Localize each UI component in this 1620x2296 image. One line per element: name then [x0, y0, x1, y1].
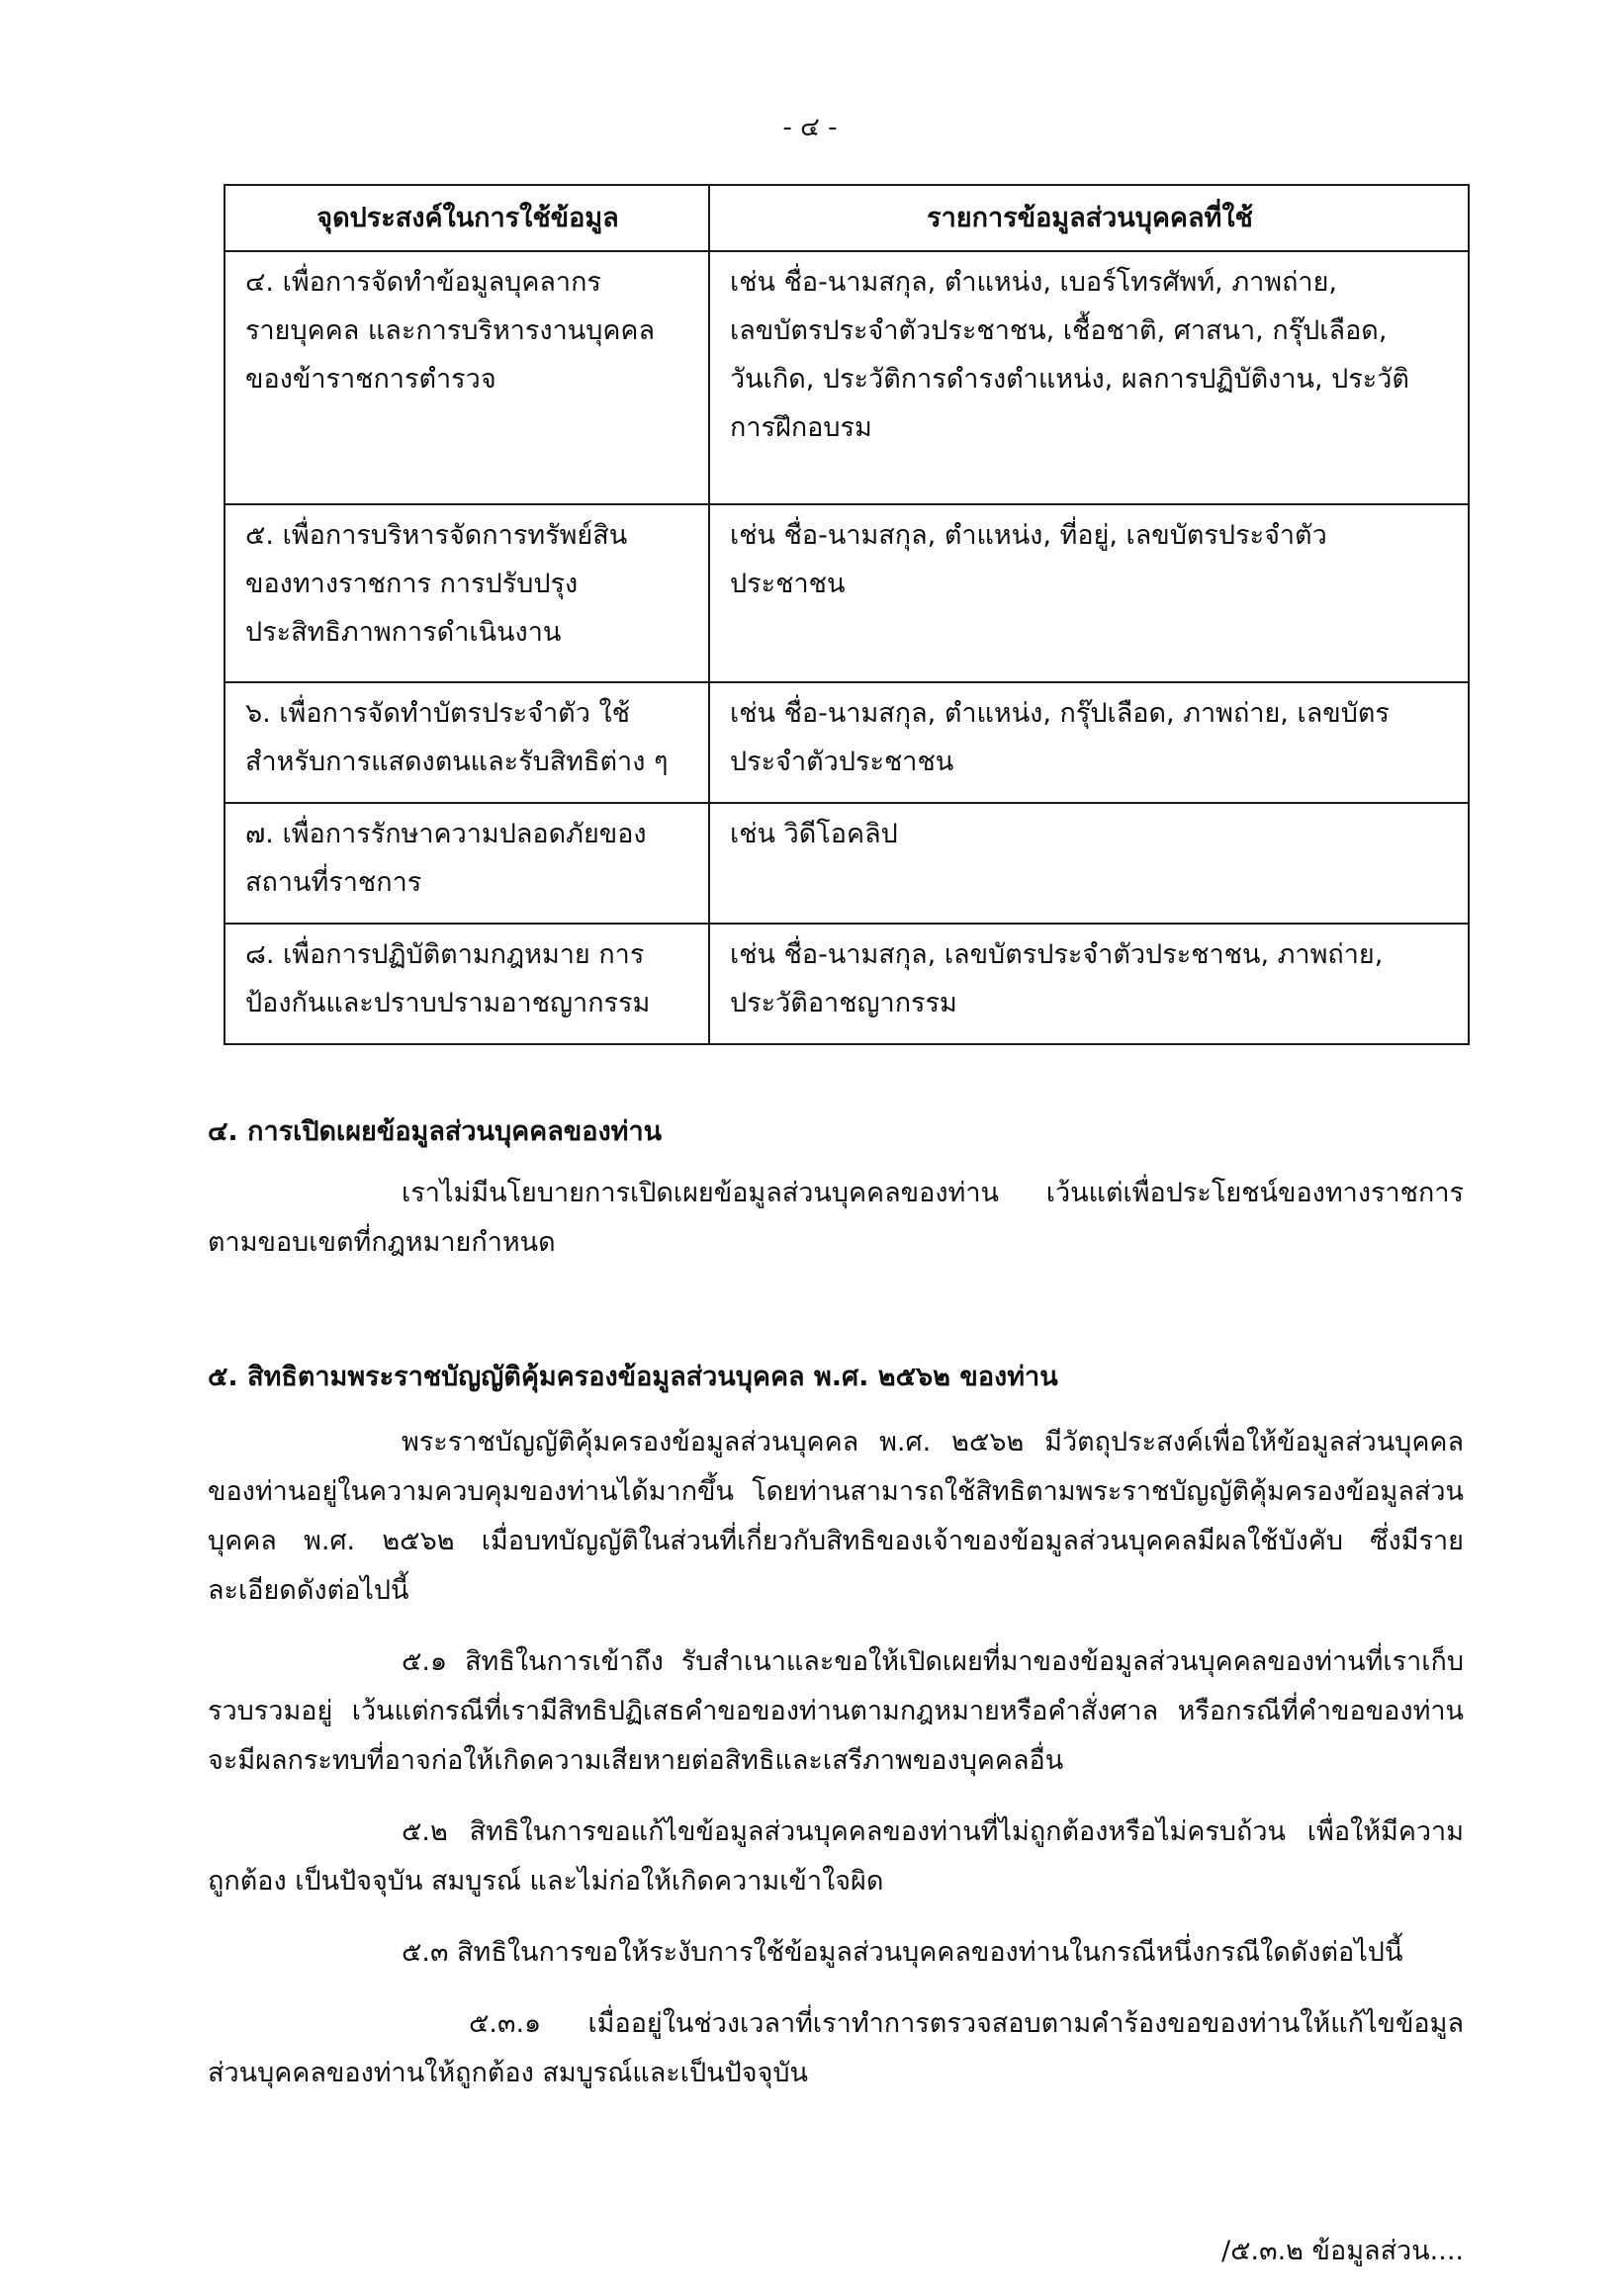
header-data-items: รายการข้อมูลส่วนบุคคลที่ใช้ — [709, 185, 1469, 251]
cell-line: การฝึกอบรม — [730, 412, 872, 443]
cell-line: ประวัติอาชญากรรม — [730, 988, 957, 1018]
cell-line: ๕. เพื่อการบริหารจัดการทรัพย์สิน — [245, 520, 628, 551]
data-cell — [709, 504, 1469, 682]
cell-line: ๗. เพื่อการรักษาความปลอดภัยของ — [245, 819, 647, 849]
section-5 — [208, 1353, 1464, 2098]
cell-line: เช่น วิดีโอคลิป — [730, 819, 898, 849]
header-purpose: จุดประสงค์ในการใช้ข้อมูล — [225, 185, 709, 251]
purpose-cell — [225, 504, 709, 682]
right-5-1: ๕.๑ สิทธิในการเข้าถึง รับสำเนาและขอให้เปิดเผยที่มาของข้อมูลส่วนบุคคลของท่านที่เราเก็บรวบรวมอยู่ เว้นแต่กรณีที่เรามีสิทธิปฏิเสธคำขอของท่านตามกฎหมายหรือคำสั่งศาล หรือกรณีที่คำขอของท่านจะมีผลกระทบที่อาจก่อให้เกิดความเสียหายต่อสิทธิและเสรีภาพของบุคคลอื่น — [208, 1646, 1464, 1776]
data-cell — [709, 682, 1469, 803]
cell-line: วันเกิด, ประวัติการดำรงตำแหน่ง, ผลการปฏิบัติงาน, ประวัติ — [730, 364, 1409, 395]
purpose-cell — [225, 682, 709, 803]
cell-line: ของข้าราชการตำรวจ — [245, 364, 496, 395]
right-5-2: ๕.๒ สิทธิในการขอแก้ไขข้อมูลส่วนบุคคลของท่านที่ไม่ถูกต้องหรือไม่ครบถ้วน เพื่อให้มีความถูกต้อง เป็นปัจจุบัน สมบูรณ์ และไม่ก่อให้เกิดความเข้าใจผิด — [208, 1816, 1464, 1897]
cell-line: สถานที่ราชการ — [245, 867, 422, 898]
cell-line: เลขบัตรประจำตัวประชาชน, เชื้อชาติ, ศาสนา, กรุ๊ปเลือด, — [730, 315, 1388, 346]
table-row — [225, 682, 1469, 803]
section-5-intro: พระราชบัญญัติคุ้มครองข้อมูลส่วนบุคคล พ.ศ. ๒๕๖๒ มีวัตถุประสงค์เพื่อให้ข้อมูลส่วนบุคคลของท่านอยู่ในความควบคุมของท่านได้มากขึ้น โดยท่านสามารถใช้สิทธิตามพระราชบัญญัติคุ้มครองข้อมูลส่วนบุคคล พ.ศ. ๒๕๖๒ เมื่อบทบัญญัติในส่วนที่เกี่ยวกับสิทธิของเจ้าของข้อมูลส่วนบุคคลมีผลใช้บังคับ ซึ่งมีรายละเอียดดังต่อไปนี้ — [208, 1427, 1464, 1606]
right-5-3-1: ๕.๓.๑ เมื่ออยู่ในช่วงเวลาที่เราทำการตรวจสอบตามคำร้องขอของท่านให้แก้ไขข้อมูลส่วนบุคคลของท่านให้ถูกต้อง สมบูรณ์และเป็นปัจจุบัน — [208, 2008, 1464, 2088]
cell-line: ประชาชน — [730, 569, 846, 599]
cell-line: ของทางราชการ การปรับปรุง — [245, 569, 579, 599]
cell-line: รายบุคคล และการบริหารงานบุคคล — [245, 315, 656, 346]
purpose-cell — [225, 251, 709, 504]
purpose-cell — [225, 803, 709, 924]
section-4-heading: ๔. การเปิดเผยข้อมูลส่วนบุคคลของท่าน — [208, 1116, 663, 1147]
cell-line: เช่น ชื่อ-นามสกุล, ตำแหน่ง, ที่อยู่, เลขบัตรประจำตัว — [730, 520, 1327, 551]
table-row — [225, 924, 1469, 1044]
page-number: - ๔ - — [782, 113, 838, 142]
cell-line: ประสิทธิภาพการดำเนินงาน — [245, 617, 562, 648]
data-cell — [709, 924, 1469, 1044]
cell-line: ๔. เพื่อการจัดทำข้อมูลบุคลากร — [245, 267, 601, 298]
cell-line: เช่น ชื่อ-นามสกุล, ตำแหน่ง, กรุ๊ปเลือด, ภาพถ่าย, เลขบัตร — [730, 698, 1390, 729]
cell-line: สำหรับการแสดงตนและรับสิทธิต่าง ๆ — [245, 747, 669, 777]
cell-line: ประจำตัวประชาชน — [730, 747, 954, 777]
purpose-cell — [225, 924, 709, 1044]
cell-line: เช่น ชื่อ-นามสกุล, ตำแหน่ง, เบอร์โทรศัพท์, ภาพถ่าย, — [730, 267, 1337, 298]
table-row — [225, 251, 1469, 504]
cell-line: ป้องกันและปราบปรามอาชญากรรม — [245, 988, 651, 1018]
table-row — [225, 803, 1469, 924]
table-row — [225, 504, 1469, 682]
cell-line: ๖. เพื่อการจัดทำบัตรประจำตัว ใช้ — [245, 698, 630, 729]
cell-line: เช่น ชื่อ-นามสกุล, เลขบัตรประจำตัวประชาชน, ภาพถ่าย, — [730, 939, 1384, 970]
next-page-reference: /๕.๓.๒ ข้อมูลส่วน.... — [1221, 2236, 1464, 2266]
data-cell — [709, 251, 1469, 504]
section-5-heading: ๕. สิทธิตามพระราชบัญญัติคุ้มครองข้อมูลส่วนบุคคล พ.ศ. ๒๕๖๒ ของท่าน — [208, 1362, 1058, 1392]
cell-line: ๘. เพื่อการปฏิบัติตามกฎหมาย การ — [245, 939, 645, 970]
data-cell — [709, 803, 1469, 924]
purpose-data-table — [224, 184, 1470, 1045]
section-4-body: เราไม่มีนโยบายการเปิดเผยข้อมูลส่วนบุคคลของท่าน เว้นแต่เพื่อประโยชน์ของทางราชการตามขอบเขตที่กฎหมายกำหนด — [208, 1178, 1464, 1258]
table-header-row — [225, 185, 1469, 251]
section-4 — [208, 1107, 1464, 1268]
right-5-3: ๕.๓ สิทธิในการขอให้ระงับการใช้ข้อมูลส่วนบุคคลของท่านในกรณีหนึ่งกรณีใดดังต่อไปนี้ — [402, 1937, 1403, 1968]
